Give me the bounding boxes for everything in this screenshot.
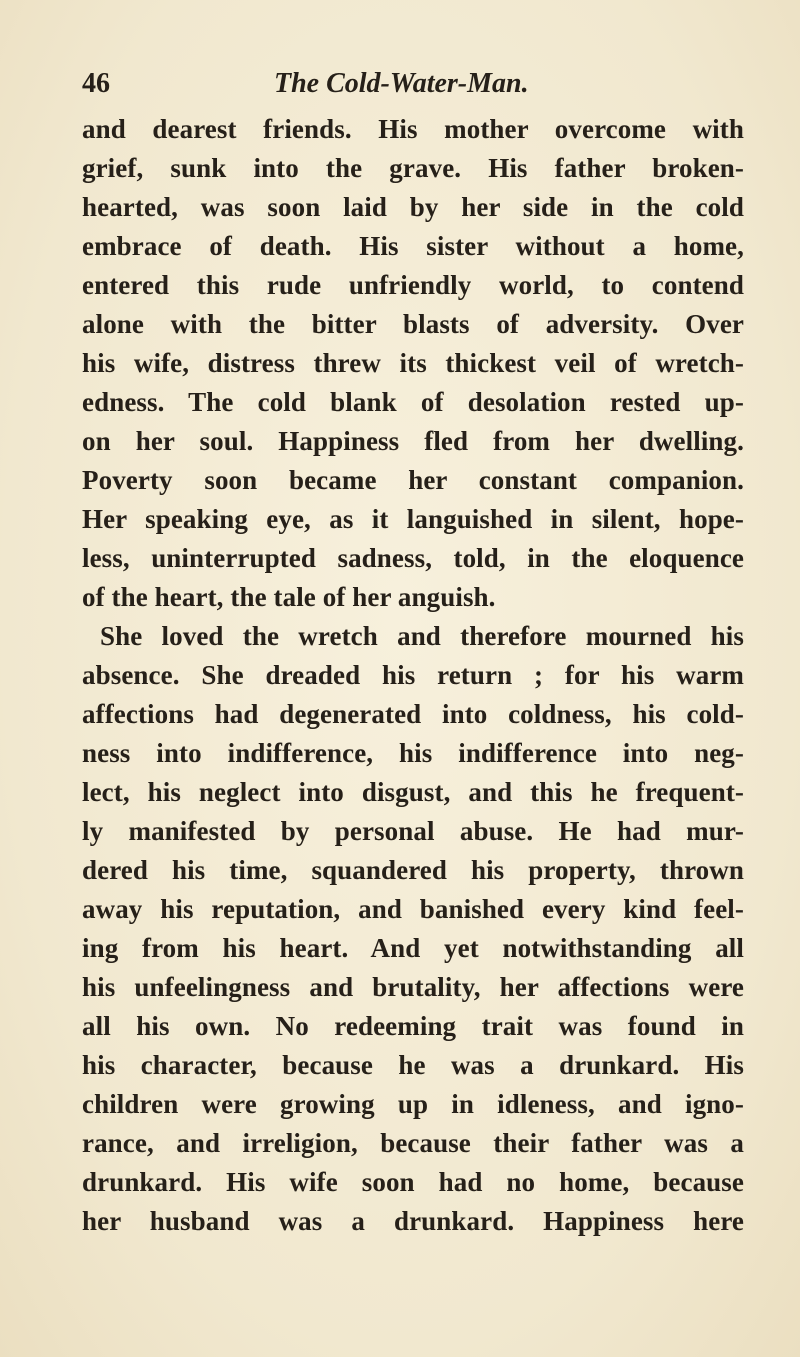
page-number: 46 <box>82 68 110 99</box>
text-line: absence. She dreaded his return ; for his warm <box>82 660 744 690</box>
text-line: lect, his neglect into disgust, and this he frequent- <box>82 777 744 807</box>
text-line: embrace of death. His sister without a home, <box>82 231 744 261</box>
text-line: edness. The cold blank of desolation rested up- <box>82 387 744 417</box>
text-line: her husband was a drunkard. Happiness here <box>82 1206 744 1236</box>
paragraph-end-line: of the heart, the tale of her anguish. <box>82 582 496 612</box>
text-line: affections had degenerated into coldness, his cold- <box>82 699 744 729</box>
text-line: ness into indifference, his indifference into neg- <box>82 738 744 768</box>
text-line: hearted, was soon laid by her side in the cold <box>82 192 744 222</box>
text-line: ly manifested by personal abuse. He had mur- <box>82 816 744 846</box>
text-line: ing from his heart. And yet notwithstanding all <box>82 933 744 963</box>
book-title: The Cold-Water-Man. <box>274 68 529 99</box>
text-line: entered this rude unfriendly world, to contend <box>82 270 744 300</box>
paragraph-start-line: She loved the wretch and therefore mourned his <box>100 621 744 651</box>
text-line: dered his time, squandered his property, thrown <box>82 855 744 885</box>
body-text <box>82 110 744 1241</box>
text-line: his wife, distress threw its thickest veil of wretch- <box>82 348 744 378</box>
text-line: his character, because he was a drunkard. His <box>82 1050 744 1080</box>
text-line: on her soul. Happiness fled from her dwelling. <box>82 426 744 456</box>
text-line: away his reputation, and banished every kind feel- <box>82 894 744 924</box>
text-line: drunkard. His wife soon had no home, because <box>82 1167 744 1197</box>
text-line: Her speaking eye, as it languished in silent, hope- <box>82 504 744 534</box>
text-line: children were growing up in idleness, and igno- <box>82 1089 744 1119</box>
text-line: rance, and irreligion, because their father was a <box>82 1128 744 1158</box>
text-line: less, uninterrupted sadness, told, in the eloquence <box>82 543 744 573</box>
running-head <box>82 64 742 104</box>
text-line: and dearest friends. His mother overcome with <box>82 114 744 144</box>
text-line: all his own. No redeeming trait was found in <box>82 1011 744 1041</box>
text-line: alone with the bitter blasts of adversity. Over <box>82 309 744 339</box>
text-line: grief, sunk into the grave. His father broken- <box>82 153 744 183</box>
text-line: Poverty soon became her constant companion. <box>82 465 744 495</box>
text-line: his unfeelingness and brutality, her affections were <box>82 972 744 1002</box>
